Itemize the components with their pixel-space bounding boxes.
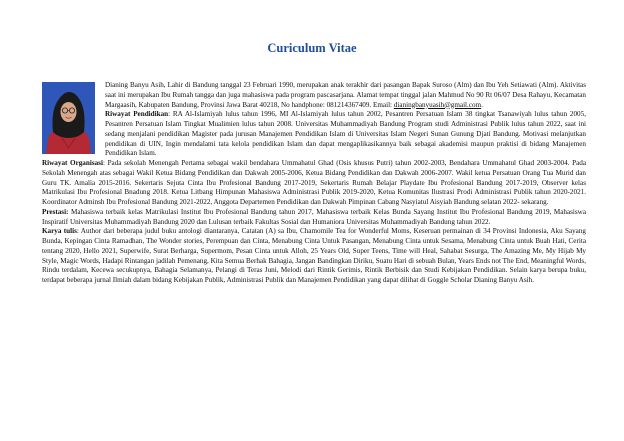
- section-heading: Karya tulis: [42, 227, 77, 236]
- section-writings: [42, 227, 586, 286]
- intro-end: .: [481, 100, 483, 109]
- section-text: Mahasiswa terbaik kelas Matrikulasi Institut Ibu Profesional Bandung tahun 2017, Mahasiswa terbaik Kelas Bunda Sayang Institut Ibu Profesional Bandung 2019, Mahasiswa Inspiratif Universitas Muhammadiyah Bandung 2020 dan Lulusan terbaik Fakultas Sosial dan Humaniora Universitas Muhammadiyah Bandung tahun 2022.: [42, 207, 586, 226]
- email-link[interactable]: dianingbanyuasih@gmail.com: [393, 100, 482, 109]
- section-organization: [42, 159, 586, 208]
- photo-spacer: [42, 81, 105, 155]
- section-heading: Prestasi:: [42, 207, 69, 216]
- intro-paragraph: [42, 81, 586, 110]
- page-title: Curiculum Vitae: [267, 41, 357, 55]
- section-text: : Author dari beberapa judul buku antologi diantaranya, Catatan (A) sa Ibu, Chamomile Tea for Wonderful Moms, Keseruan permainan di 34 Provinsi Indonesia, Aku Sayang Bunda, Kepingan Cinta Ramadhan, The Wonder stories, Perempuan dan Cinta, Menabung Cinta Untuk Pasangan, Menabung Cinta untuk Sesama, Menabung Cinta untuk Buah Hati, Cerita tentang 2020, Hello 2021, Superwife, Surat Berharga, Supermom, Pesan Cinta untuk Alloh, 25 Years Old, Super Teens, Time will Heal, Sahabat Sesurga, The Amazing Me, My Hijab My Style, Magic Words, Hadapi Rintangan jadilah Pemenang, Kita Semua Berhak Bahagia, Jangan Bandingkan Diriku, Suatu Hari di sebuah Bulan, Years Ends not The End, Meaningful Words, Rindu terdalam, Kecewa secukupnya, Bahagia Selamanya, Pelangi di Teras Juni, Melodi dari Rintik Gerimis, Rintik Berbisik dan Studi Kebijakan Pendidikan. Selain karya berupa buku, terdapat beberapa jurnal Ilmiah dalam bidang Kebijakan Publik, Administrasi Publik dan Manajemen Pendidikan yang dapat dilihat di Goggle Scholar Dianing Banyu Asih.: [42, 227, 586, 284]
- section-heading: Riwayat Pendidikan: [105, 110, 169, 119]
- section-achievements: [42, 208, 586, 228]
- section-education: [42, 110, 586, 159]
- intro-text: Dianing Banyu Asih, Lahir di Bandung tanggal 23 Februari 1990, merupakan anak terakhir dari pasangan Bapak Suroso (Alm) dan Ibu Yeh Setiawati (Alm). Aktivitas saat ini merupakan Ibu Rumah tangga dan juga mahasiswa pada program pascasarjana. Alamat tempat tinggal jalan Mahmud No 90 Rt 06/07 Desa Rahayu, Kecamatan Margaasih, Kabupaten Bandung, Provinsi Jawa Barat 40218, No handphone: 081214367409. Email:: [105, 81, 586, 109]
- section-text: : Pada sekolah Menengah Pertama sebagai wakil bendahara Ummahatul Ghad (Osis khusus Putri) tahun 2002-2003, Bendahara Ummahatul Ghad 2003-2004. Pada Sekolah Menengah atas sebagai Wakil Ketua Bidang Pendidikan dan Dakwah 2005-2006, Ketua Bidang Pendidikan dan Dakwah 2006-2007. Wakil ketua Persatuan Orang Tua Murid dan Guru TK. Amalia 2015-2016. Sekertaris Sejuta Cinta Ibu Profesional Bandung 2017-2019, Sekertaris Rumah Belajar Playdate Ibu Profesional Bandung 2017-2019, Observer kelas Matrikulasi Ibu Profesional Bnadung 2018. Ketua Litbang Himpunan Mahasiswa Administrasi Publik 2019-2020, Ketua Komunitas Ilustrasi Prodi Administrasi Publik tahun 2020-2021. Koordinator Adminsh Ibu Profesional Bandung 2021-2022, Anggota Departemen Pendidikan dan Dakwah Pimpinan Cabang Nasyiatul Aisyiah Bandung selatan 2022- sekarang.: [42, 159, 586, 206]
- section-heading: Riwayat Organisasi: [42, 159, 103, 167]
- cv-body: [42, 81, 586, 286]
- section-text: : RA Al-Islamiyah lulus tahun 1996, MI Al-Islamiyah lulus tahun 2002, Pesantren Persatuan Islam 38 tingkat Tsanawiyah lulus tahun 2005, Pesantren Persatuan Islam Tingkat Mualimien lulus tahun 2008. Universitas Muhammadiyah Bandung Program studi Administrasi Publik lulus tahun 2022, saat ini sedang menjalani pendidikan Magister pada jurusan Manajemen Pendidikan Islam di Universitas Islam Negeri Sunan Gunung Djati Bandung. Motivasi melanjutkan pendidikan di UIN, Ingin mendalami tata kelola pendidikan Islam dan dapat mengaplikasikannya baik sebagai akademisi maupun praktisi di bidang Manajemen Pendidikan Islam.: [105, 110, 586, 158]
